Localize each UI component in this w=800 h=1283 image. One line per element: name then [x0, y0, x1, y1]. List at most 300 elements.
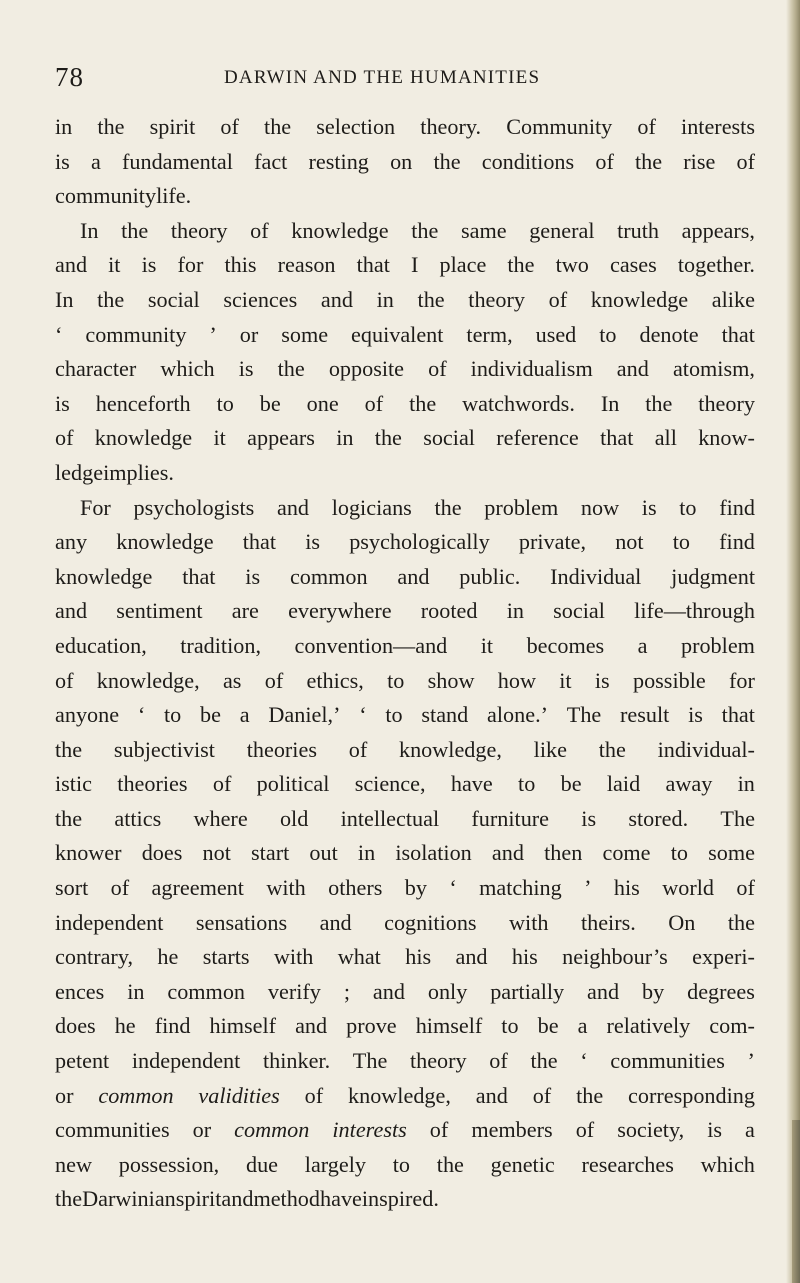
word: reason: [277, 252, 336, 278]
text-line: [55, 733, 755, 768]
word: of: [736, 875, 755, 901]
word: it: [108, 252, 121, 278]
word: The: [720, 805, 755, 831]
word: fact: [254, 148, 288, 174]
word: that: [721, 702, 755, 728]
word: ‘: [449, 875, 457, 901]
word: verify: [267, 978, 321, 1004]
word: alone.’: [487, 702, 548, 728]
word: life.: [156, 183, 192, 209]
word: and: [319, 909, 352, 935]
word: place: [439, 252, 487, 278]
word: to: [216, 390, 234, 416]
word: that: [242, 529, 277, 555]
word: the: [507, 252, 535, 278]
word: ‘: [55, 321, 63, 347]
word: com-: [709, 1013, 755, 1039]
word: cognitions: [384, 909, 477, 935]
word: social: [147, 286, 200, 312]
word: a: [577, 1013, 588, 1039]
word: the: [264, 114, 292, 139]
word: is: [55, 148, 70, 174]
word: in: [737, 771, 755, 797]
word: a: [239, 702, 250, 728]
text-line: [55, 871, 755, 906]
word: to: [679, 494, 697, 520]
word: a: [90, 148, 101, 174]
word: to: [670, 840, 688, 866]
word: show: [427, 667, 475, 693]
word: implies.: [103, 459, 174, 485]
word: laid: [606, 771, 641, 797]
word: reference: [496, 425, 579, 451]
word: communities: [55, 1117, 170, 1143]
word: theory: [409, 1048, 467, 1074]
word: individual-: [657, 736, 755, 762]
word: same: [460, 217, 507, 243]
word: he: [114, 1013, 136, 1039]
word: the: [97, 114, 125, 139]
word: have: [320, 1186, 362, 1212]
word: istic: [55, 771, 92, 797]
word: to: [385, 702, 403, 728]
word: spirit: [175, 1186, 222, 1212]
word: the: [411, 217, 439, 243]
word: spirit: [149, 114, 196, 139]
word: be: [259, 390, 281, 416]
word: is: [641, 494, 657, 520]
word: character: [55, 356, 137, 382]
word: theory: [170, 217, 228, 243]
word: For: [80, 494, 111, 520]
text-line: [55, 629, 755, 664]
word: relatively: [606, 1013, 691, 1039]
word: in: [376, 286, 394, 312]
word: logicians: [331, 494, 412, 520]
word: sensations: [195, 909, 288, 935]
word: convention—and: [294, 632, 448, 658]
word: of: [264, 667, 284, 693]
word: it: [213, 425, 226, 451]
word: furniture: [471, 805, 550, 831]
word: theories: [246, 736, 317, 762]
word: find: [719, 529, 755, 555]
word: psychologists: [133, 494, 255, 520]
word: that: [600, 425, 634, 451]
word: ’: [209, 321, 217, 347]
word: the: [97, 286, 125, 312]
word: on: [390, 148, 413, 174]
word: independent: [55, 909, 164, 935]
word: denote: [639, 321, 699, 347]
text-line: [55, 1079, 755, 1114]
word: theory: [468, 286, 525, 312]
word: of: [220, 114, 239, 139]
word: others: [328, 875, 383, 901]
word: it: [559, 667, 572, 693]
word: the: [417, 286, 445, 312]
text-line: [55, 802, 755, 837]
word: or: [55, 1082, 74, 1108]
word: what: [337, 944, 381, 970]
word: ’: [584, 875, 592, 901]
word: The: [566, 702, 602, 728]
word: knowledge,: [348, 1082, 451, 1108]
word: of: [304, 1082, 324, 1108]
word: find: [154, 1013, 191, 1039]
word: possible: [632, 667, 706, 693]
word: and: [55, 252, 88, 278]
word: know-: [698, 425, 755, 451]
word: ences: [55, 978, 105, 1004]
text-line: [55, 456, 755, 491]
word: agreement: [151, 875, 244, 901]
word: appears: [247, 425, 315, 451]
word: anyone: [55, 702, 120, 728]
word: by: [642, 978, 665, 1004]
word: common: [234, 1117, 310, 1143]
word: a: [745, 1117, 755, 1143]
text-line: [55, 145, 755, 180]
word: selection: [316, 114, 396, 139]
word: be: [537, 1013, 559, 1039]
word: is: [245, 563, 261, 589]
word: in: [127, 978, 145, 1004]
word: knowledge: [94, 425, 193, 451]
word: of: [250, 217, 269, 243]
word: knowledge,: [96, 667, 200, 693]
word: have: [450, 771, 493, 797]
word: in: [357, 840, 376, 866]
word: and: [221, 1186, 254, 1212]
word: to: [387, 667, 405, 693]
word: opposite: [328, 356, 404, 382]
word: the: [374, 425, 402, 451]
word: appears,: [681, 217, 755, 243]
word: any: [55, 529, 88, 555]
word: new: [55, 1151, 92, 1177]
word: of: [489, 1048, 508, 1074]
word: the: [55, 1186, 83, 1212]
word: with: [273, 944, 314, 970]
word: by: [404, 875, 427, 901]
word: himself: [415, 1013, 483, 1039]
text-line: [55, 664, 755, 699]
word: of: [55, 667, 74, 693]
word: then: [544, 840, 583, 866]
word: matching: [479, 875, 562, 901]
word: the: [409, 390, 437, 416]
word: the: [434, 494, 462, 520]
word: In: [80, 217, 99, 243]
word: are: [231, 598, 259, 624]
word: is: [305, 529, 321, 555]
word: of: [110, 875, 130, 901]
word: theirs.: [580, 909, 636, 935]
text-line: [55, 491, 755, 526]
word: away: [665, 771, 713, 797]
word: of: [348, 736, 368, 762]
word: of: [575, 1117, 595, 1143]
word: how: [497, 667, 536, 693]
word: the: [121, 217, 149, 243]
word: judgment: [671, 563, 755, 589]
text-line: [55, 214, 755, 249]
word: and: [587, 978, 620, 1004]
word: theory: [698, 390, 755, 416]
word: the: [645, 390, 673, 416]
word: of: [736, 148, 755, 174]
word: ethics,: [306, 667, 364, 693]
word: in: [55, 114, 73, 139]
word: knower: [55, 840, 122, 866]
word: in: [336, 425, 354, 451]
text-line: [55, 1182, 755, 1217]
word: the: [277, 356, 305, 382]
word: Daniel,’: [268, 702, 341, 728]
word: some: [708, 840, 755, 866]
word: prove: [346, 1013, 397, 1039]
page-edge-shadow: [786, 0, 800, 1283]
word: the: [433, 148, 461, 174]
word: he: [157, 944, 179, 970]
word: come: [602, 840, 651, 866]
word: used: [535, 321, 577, 347]
word: interests: [332, 1117, 407, 1143]
word: social: [553, 598, 605, 624]
word: is: [581, 805, 597, 831]
word: does: [55, 1013, 96, 1039]
word: communities: [610, 1048, 725, 1074]
word: general: [529, 217, 595, 243]
text-line: [55, 525, 755, 560]
word: knowledge,: [398, 736, 502, 762]
word: all: [654, 425, 677, 451]
word: one: [306, 390, 339, 416]
text-line: [55, 387, 755, 422]
word: out: [309, 840, 338, 866]
word: the: [727, 909, 755, 935]
word: private,: [518, 529, 587, 555]
word: does: [141, 840, 183, 866]
word: partially: [490, 978, 565, 1004]
text-line: [55, 318, 755, 353]
word: problem: [484, 494, 559, 520]
word: be: [200, 702, 221, 728]
word: researches: [581, 1151, 674, 1177]
word: or: [192, 1117, 212, 1143]
word: isolation: [395, 840, 472, 866]
word: to: [672, 529, 690, 555]
word: some: [281, 321, 329, 347]
text-line: [55, 110, 755, 145]
text-line: [55, 836, 755, 871]
word: stand: [421, 702, 469, 728]
word: subjectivist: [113, 736, 215, 762]
word: of: [637, 114, 656, 139]
word: conditions: [481, 148, 575, 174]
word: his: [405, 944, 432, 970]
word: where: [193, 805, 248, 831]
word: and: [276, 494, 310, 520]
word: The: [352, 1048, 388, 1074]
word: On: [668, 909, 696, 935]
word: the: [55, 805, 83, 831]
word: In: [55, 286, 74, 312]
word: science,: [354, 771, 426, 797]
word: rise: [683, 148, 716, 174]
word: start: [251, 840, 290, 866]
word: ‘: [359, 702, 367, 728]
word: largely: [304, 1151, 366, 1177]
word: society,: [617, 1117, 685, 1143]
word: due: [245, 1151, 279, 1177]
word: the: [598, 736, 626, 762]
word: this: [224, 252, 257, 278]
word: life—through: [634, 598, 755, 624]
text-line: [55, 940, 755, 975]
word: that: [721, 321, 755, 347]
word: community: [55, 183, 157, 209]
word: result: [620, 702, 670, 728]
word: knowledge: [291, 217, 389, 243]
word: experi-: [692, 944, 755, 970]
word: is: [238, 356, 254, 382]
word: genetic: [490, 1151, 555, 1177]
word: not: [615, 529, 644, 555]
page-number: 78: [55, 62, 84, 92]
word: and: [455, 944, 488, 970]
word: public.: [459, 563, 521, 589]
word: of: [428, 356, 447, 382]
word: individualism: [470, 356, 593, 382]
word: and: [295, 1013, 328, 1039]
word: ‘: [580, 1048, 588, 1074]
word: inspired.: [361, 1186, 439, 1212]
word: like: [533, 736, 567, 762]
word: ;: [343, 978, 350, 1004]
text-line: [55, 421, 755, 456]
word: ‘: [137, 702, 146, 728]
word: which: [160, 356, 215, 382]
word: common: [167, 978, 246, 1004]
word: intellectual: [340, 805, 440, 831]
word: of: [548, 286, 568, 312]
word: Community: [506, 114, 613, 139]
body-text: [55, 110, 755, 1217]
word: atomism,: [672, 356, 755, 382]
word: the: [55, 736, 83, 762]
word: I: [411, 252, 419, 278]
word: the: [436, 1151, 464, 1177]
word: problem: [680, 632, 755, 658]
word: to: [164, 702, 182, 728]
word: term,: [466, 321, 513, 347]
word: and: [491, 840, 524, 866]
word: possession,: [118, 1151, 220, 1177]
word: watchwords.: [462, 390, 575, 416]
word: truth: [617, 217, 660, 243]
word: fundamental: [122, 148, 233, 174]
word: to: [392, 1151, 411, 1177]
word: psychologically: [349, 529, 490, 555]
word: or: [239, 321, 259, 347]
word: tradition,: [180, 632, 261, 658]
word: theory.: [420, 114, 482, 139]
word: ’: [747, 1048, 755, 1074]
text-line: [55, 1148, 755, 1183]
word: to: [518, 771, 536, 797]
text-line: [55, 352, 755, 387]
text-line: [55, 179, 755, 214]
word: contrary,: [55, 944, 134, 970]
word: and: [320, 286, 353, 312]
word: not: [202, 840, 231, 866]
word: it: [480, 632, 494, 658]
word: In: [600, 390, 620, 416]
word: independent: [131, 1048, 241, 1074]
word: and: [372, 978, 405, 1004]
word: attics: [114, 805, 162, 831]
word: common: [98, 1082, 174, 1108]
word: two: [555, 252, 589, 278]
word: resting: [308, 148, 369, 174]
word: cases: [609, 252, 657, 278]
word: find: [719, 494, 755, 520]
word: ledge: [55, 459, 104, 485]
word: which: [700, 1151, 755, 1177]
word: everywhere: [288, 598, 392, 624]
word: and: [475, 1082, 508, 1108]
word: theories: [117, 771, 188, 797]
word: method: [253, 1186, 320, 1212]
word: political: [256, 771, 330, 797]
word: is: [141, 252, 157, 278]
word: knowledge: [55, 563, 153, 589]
word: rooted: [420, 598, 478, 624]
word: for: [177, 252, 204, 278]
word: henceforth: [95, 390, 191, 416]
text-line: [55, 1113, 755, 1148]
text-line: [55, 1009, 755, 1044]
text-line: [55, 594, 755, 629]
word: is: [594, 667, 610, 693]
word: education,: [55, 632, 147, 658]
word: becomes: [526, 632, 605, 658]
text-line: [55, 767, 755, 802]
word: degrees: [687, 978, 755, 1004]
word: Individual: [550, 563, 642, 589]
word: world: [662, 875, 714, 901]
page-edge-shadow-lower: [792, 1120, 800, 1283]
text-line: [55, 283, 755, 318]
word: of: [55, 425, 74, 451]
word: of: [429, 1117, 449, 1143]
word: of: [595, 148, 614, 174]
word: social: [423, 425, 475, 451]
word: the: [530, 1048, 558, 1074]
word: alike: [711, 286, 755, 312]
text-line: [55, 698, 755, 733]
word: with: [509, 909, 549, 935]
word: his: [613, 875, 640, 901]
word: is: [707, 1117, 722, 1143]
word: of: [532, 1082, 552, 1108]
word: interests: [681, 114, 755, 139]
word: is: [55, 390, 70, 416]
word: equivalent: [351, 321, 444, 347]
word: be: [560, 771, 582, 797]
